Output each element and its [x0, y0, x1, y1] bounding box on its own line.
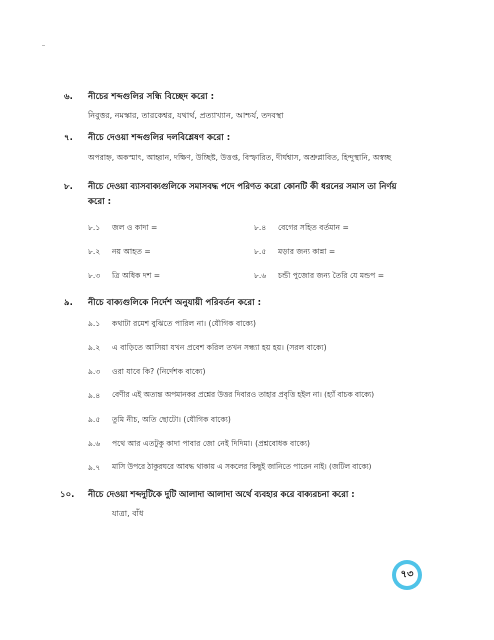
question-8-text-line2: করো : — [88, 197, 112, 207]
question-9-text: নীচে বাক্যগুলিকে নির্দেশ অনুযায়ী পরিবর্তন করো : — [88, 298, 262, 308]
item-8-3-number: ৮.৩ — [88, 271, 101, 280]
question-10-words: যাত্রা, বাঁধ — [112, 509, 144, 518]
question-7-number: ৭. — [64, 133, 73, 143]
item-8-2-text: নয় আহত = — [112, 247, 151, 256]
question-10-text: নীচে দেওয়া শব্দদুটিকে দুটি আলাদা আলাদা অর্থে ব্যবহার করে বাক্যরচনা করো : — [88, 489, 355, 499]
item-8-1-number: ৮.১ — [88, 223, 101, 232]
item-9-1-number: ৯.১ — [88, 319, 101, 328]
item-8-1-text: জল ও কাদা = — [112, 223, 158, 232]
item-9-2-number: ৯.২ — [88, 343, 101, 352]
question-8-text-line1: নীচে দেওয়া ব্যাসবাক্যগুলিকে সমাসবদ্ধ পদে পরিণত করো কোনটি কী ধরনের সমাস তা নির্ণয় — [88, 181, 397, 191]
item-9-4-number: ৯.৪ — [88, 391, 101, 400]
item-8-4-number: ৮.৪ — [254, 223, 267, 232]
item-9-3-text: ওরা যাবে কি? (নির্দেশক বাক্যে) — [112, 367, 206, 376]
question-7-words: অপরাহ্ন, অকস্মাৎ, আহ্বান, দক্ষিণ, উচ্ছিষ্ট, উত্তপ্ত, বিস্ফারিত, দীর্ঘশ্বাস, অশ্রুপ্লাবিত, হিন্দুস্থানি, অস্বচ্ছ — [88, 153, 392, 162]
item-9-7-number: ৯.৭ — [88, 463, 101, 472]
item-9-3-number: ৯.৩ — [88, 367, 101, 376]
item-8-2-number: ৮.২ — [88, 247, 101, 256]
item-8-6-number: ৮.৬ — [254, 271, 267, 280]
question-6-text: নীচের শব্দগুলির সন্ধি বিচ্ছেদ করো : — [88, 92, 215, 102]
question-6-number: ৬. — [64, 92, 73, 102]
item-8-6-text: চন্ডী পুজোর জন্য তৈরি যে মন্ডপ = — [278, 271, 385, 280]
item-9-6-number: ৯.৬ — [88, 439, 101, 448]
item-9-5-text: তুমি নীচ, অতি ছোটো। (যৌগিক বাক্যে) — [112, 415, 231, 424]
item-9-4-text: বেণীর এই অত্যন্ত অপমানকর প্রশ্নের উত্তর দিবারও তাহার প্রবৃত্তি হইল না। (হ্যাঁ বাচক বাক্যে) — [112, 390, 375, 399]
item-9-7-text: মাসি উপরে ঠাকুরঘরে আবদ্ধ থাকায় এ সকলের কিছুই জানিতে পারেন নাই। (জটিল বাক্যে) — [112, 462, 372, 471]
question-8-number: ৮. — [64, 182, 73, 192]
item-8-3-text: ত্রি অধিক দশ = — [112, 271, 161, 280]
item-8-4-text: বেগের সহিত বর্তমান = — [278, 223, 349, 232]
page-number: ৭৩ — [396, 564, 418, 586]
question-6-words: নিবুত্তর, নমস্কার, তারকেশ্বর, যথার্থ, প্রত্যাখ্যান, আশ্চর্য, তদবস্থা — [88, 111, 284, 120]
item-9-5-number: ৯.৫ — [88, 415, 101, 424]
question-9-number: ৯. — [64, 298, 73, 308]
question-7-text: নীচে দেওয়া শব্দগুলির দলবিশ্লেষণ করো : — [88, 133, 231, 143]
scan-mark — [42, 45, 45, 46]
item-8-5-text: মড়ার জন্য কান্না = — [278, 247, 336, 256]
item-9-1-text: কথাটা রমেশ বুঝিতে পারিল না। (যৌগিক বাক্যে) — [112, 319, 256, 328]
question-10-number: ১০. — [60, 490, 75, 500]
item-8-5-number: ৮.৫ — [254, 247, 267, 256]
page-number-badge — [392, 560, 422, 590]
item-9-2-text: এ বাড়িতে আসিয়া যখন প্রবেশ করিল তখন সন্ধ্যা হয় হয়। (সরল বাক্যে) — [112, 343, 327, 352]
item-9-6-text: পথে আর এতটুকু কাদা পাবার জো নেই দিদিমা। (প্রশ্নবোধক বাক্যে) — [112, 439, 310, 448]
